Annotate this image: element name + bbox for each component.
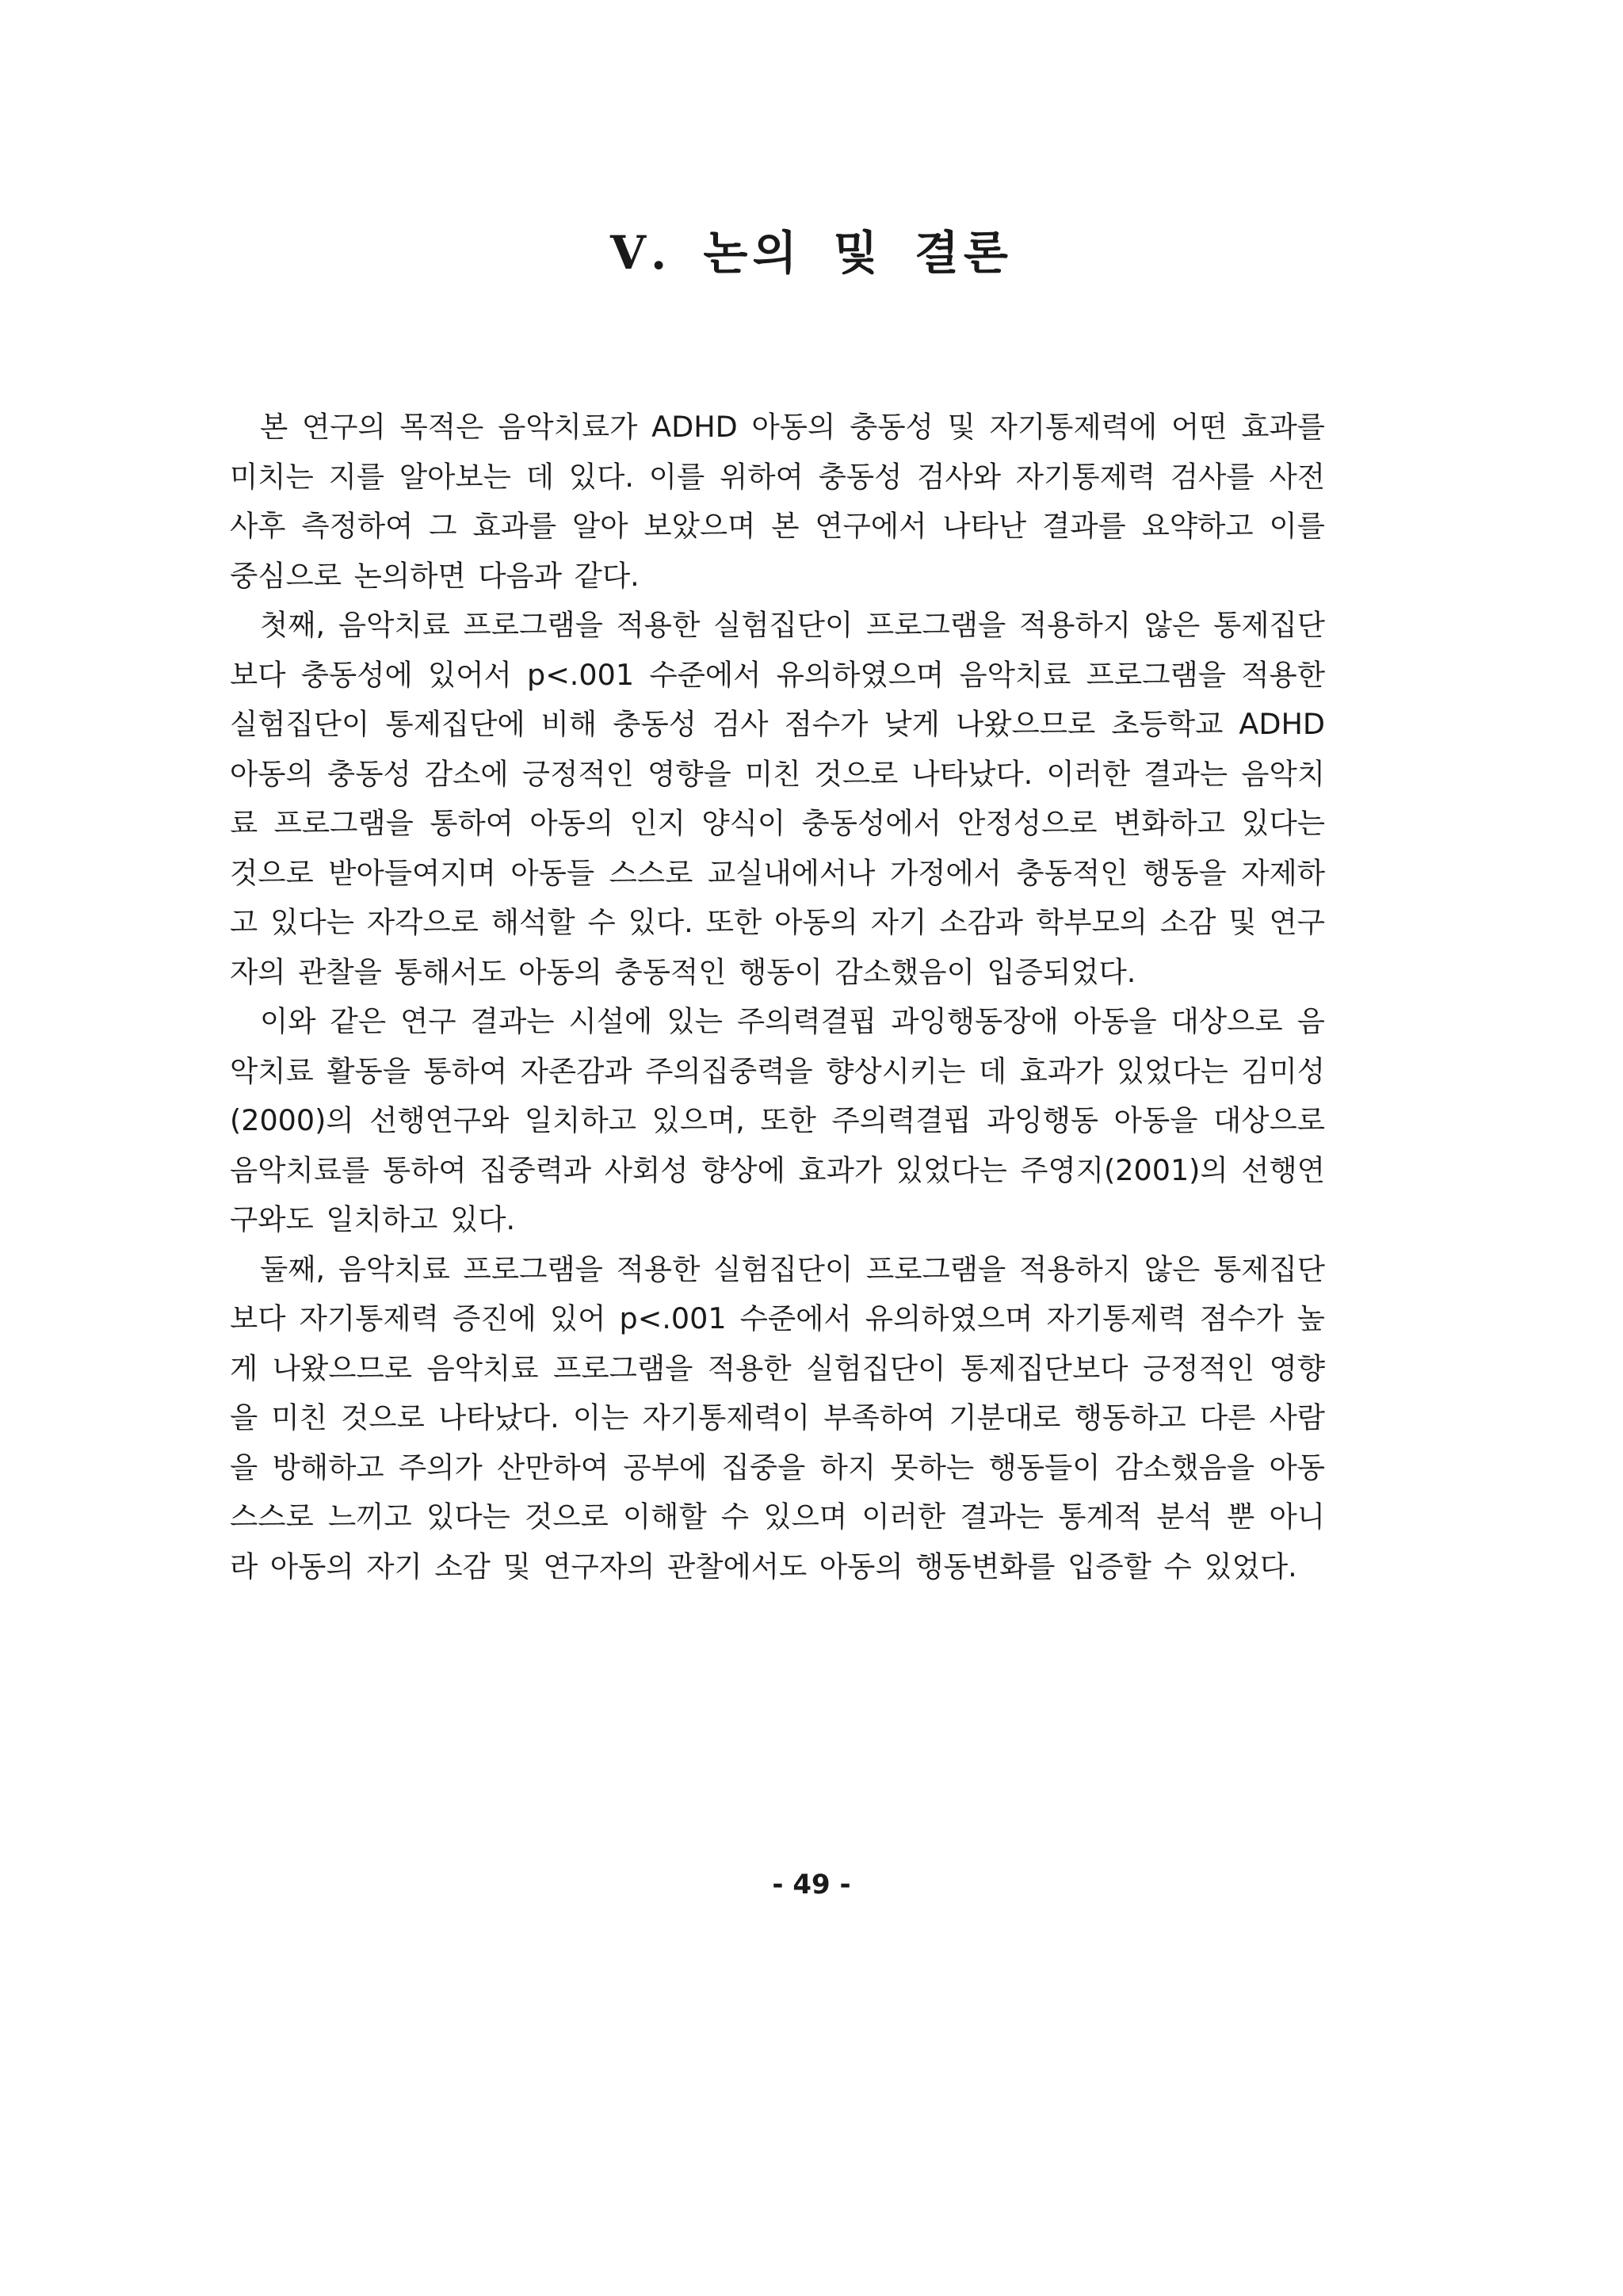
paragraph-first-finding: 첫째, 음악치료 프로그램을 적용한 실험집단이 프로그램을 적용하지 않은 통제집단 보다 충동성에 있어서 p<.001 수준에서 유의하였으며 음악치료 프로그램을 적용한 실험집단이 통제집단에 비해 충동성 검사 점수가 낮게 나왔으므로 초등학교 ADHD 아동의 충동성 감소에 긍정적인 영향을 미친 것으로 나타났다. 이러한 결과는 음악치료 프로그램을 통하여 아동의 인지 양식이 충동성에서 안정성으로 변화하고 있다는 것으로 받아들여지며 아동들 스스로 교실내에서나 가정에서 충동적인 행동을 자제하고 있다는 자각으로 해석할 수 있다. 또한 아동의 자기 소감과 학부모의 소감 및 연구자의 관찰을 통해서도 아동의 충동적인 행동이 감소했음이 입증되었다. (230, 608, 1325, 989)
paragraph-prior-research: 이와 같은 연구 결과는 시설에 있는 주의력결핍 과잉행동장애 아동을 대상으로 음악치료 활동을 통하여 자존감과 주의집중력을 향상시키는 데 효과가 있었다는 김미성(2000)의 선행연구와 일치하고 있으며, 또한 주의력결핍 과잉행동 아동을 대상으로 음악치료를 통하여 집중력과 사회성 향상에 효과가 있었다는 주영지(2001)의 선행연구와도 일치하고 있다. (230, 1004, 1325, 1236)
body-text (230, 403, 1325, 1591)
page-number: - 49 - (772, 1869, 851, 1901)
paragraph-intro: 본 연구의 목적은 음악치료가 ADHD 아동의 충동성 및 자기통제력에 어떤 효과를 미치는 지를 알아보는 데 있다. 이를 위하여 충동성 검사와 자기통제력 검사를 사전 사후 측정하여 그 효과를 알아 보았으며 본 연구에서 나타난 결과를 요약하고 이를 중심으로 논의하면 다음과 같다. (230, 410, 1325, 593)
paragraph-second-finding: 둘째, 음악치료 프로그램을 적용한 실험집단이 프로그램을 적용하지 않은 통제집단 보다 자기통제력 증진에 있어 p<.001 수준에서 유의하였으며 자기통제력 점수가 높게 나왔으므로 음악치료 프로그램을 적용한 실험집단이 통제집단보다 긍정적인 영향을 미친 것으로 나타났다. 이는 자기통제력이 부족하여 기분대로 행동하고 다른 사람을 방해하고 주의가 산만하여 공부에 집중을 하지 못하는 행동들이 감소했음을 아동 스스로 느끼고 있다는 것으로 이해할 수 있으며 이러한 결과는 통계적 분석 뿐 아니라 아동의 자기 소감 및 연구자의 관찰에서도 아동의 행동변화를 입증할 수 있었다. (230, 1251, 1325, 1584)
page-title: Ⅴ. 논의 및 결론 (610, 226, 1013, 280)
